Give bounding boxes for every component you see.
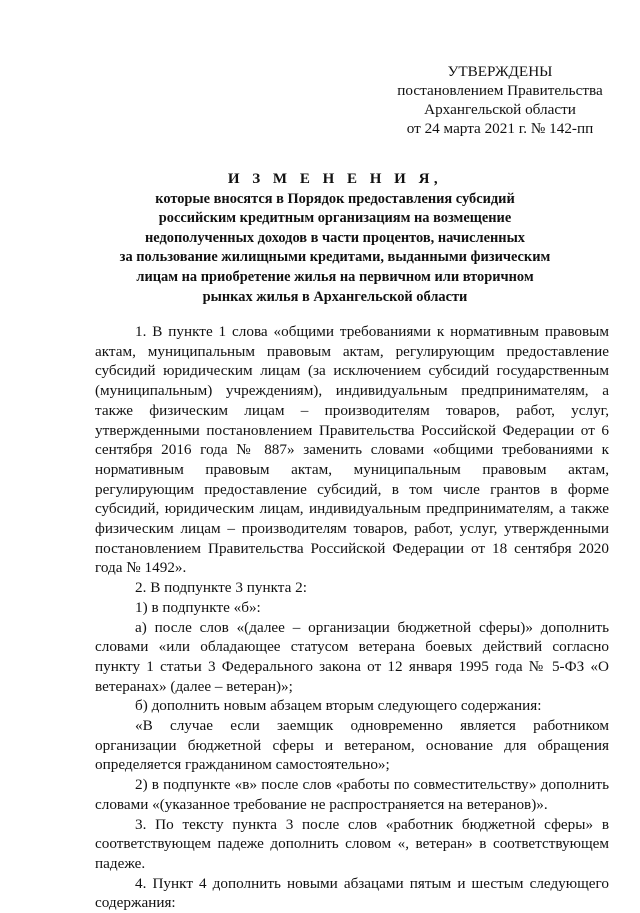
heading-line: которые вносятся в Порядок предоставления субсидий — [155, 190, 515, 207]
paragraph-item-3: 3. По тексту пункта 3 после слов «работник бюджетной сферы» в соответствующем падеже дополнить словом «, ветеран» в соответствующем падеже. — [95, 815, 609, 872]
heading-line: за пользование жилищными кредитами, выданными физическим — [119, 249, 551, 266]
heading-line: рынках жилья в Архангельской области — [202, 288, 468, 305]
approval-title: УТВЕРЖДЕНЫ — [447, 63, 553, 80]
heading-line: недополученных доходов в части процентов, начисленных — [144, 229, 526, 246]
approval-stamp — [380, 62, 620, 138]
approval-date: от 24 марта 2021 г. № 142-пп — [406, 120, 594, 137]
paragraph-quote: «В случае если заемщик одновременно является работником организации бюджетной сферы и ветераном, основание для обращения определяется гражданином самостоятельно»; — [95, 717, 609, 774]
paragraph-item-4: 4. Пункт 4 дополнить новыми абзацами пятым и шестым следующего содержания: — [95, 874, 609, 912]
paragraph-subitem-a: а) после слов «(далее – организации бюджетной сферы)» дополнить словами «или обладающее статусом ветерана боевых действий согласно пункту 1 статьи 3 Федерального закона от 12 января 1995 года № 5-ФЗ «О ветеранах» (далее – ветеран)»; — [95, 618, 609, 695]
paragraph-subitem-2: 2) в подпункте «в» после слов «работы по совместительству» дополнить словами «(указанное требование не распространяется на ветеранов)». — [95, 776, 609, 813]
heading-line: лицам на приобретение жилья на первичном или вторичном — [136, 268, 534, 285]
approval-line: постановлением Правительства — [397, 82, 603, 99]
document-body — [95, 322, 609, 913]
paragraph-item-2: 2. В подпункте 3 пункта 2: — [135, 579, 307, 597]
heading-title: И З М Е Н Е Н И Я, — [227, 171, 443, 187]
paragraph-item-1: 1. В пункте 1 слова «общими требованиями к нормативным правовым актам, муниципальным правовым актам, регулирующим предоставление субсидий юридическим лицам (за исключением субсидий государственным (муниципальным) учреждениям), индивидуальным предпринимателям, а также физическим лицам – производителям товаров, работ, услуг, утвержденными постановлением Правительства Российской Федерации от 6 сентября 2016 года № 887» заменить словами «общими требованиями к нормативным правовым актам, муниципальным правовым актам, регулирующим предоставление субсидий, в том числе грантов в форме субсидий, юридическим лицам, индивидуальным предпринимателям, а также физическим лицам – производителям товаров, работ, услуг, утвержденными постановлением Правительства Российской Федерации от 18 сентября 2020 года № 1492». — [95, 323, 609, 577]
paragraph-subitem-b: б) дополнить новым абзацем вторым следующего содержания: — [135, 697, 542, 715]
paragraph-subitem-1: 1) в подпункте «б»: — [135, 598, 261, 616]
document-heading — [60, 170, 610, 307]
heading-line: российским кредитным организациям на возмещение — [158, 210, 512, 227]
approval-line: Архангельской области — [424, 101, 576, 118]
